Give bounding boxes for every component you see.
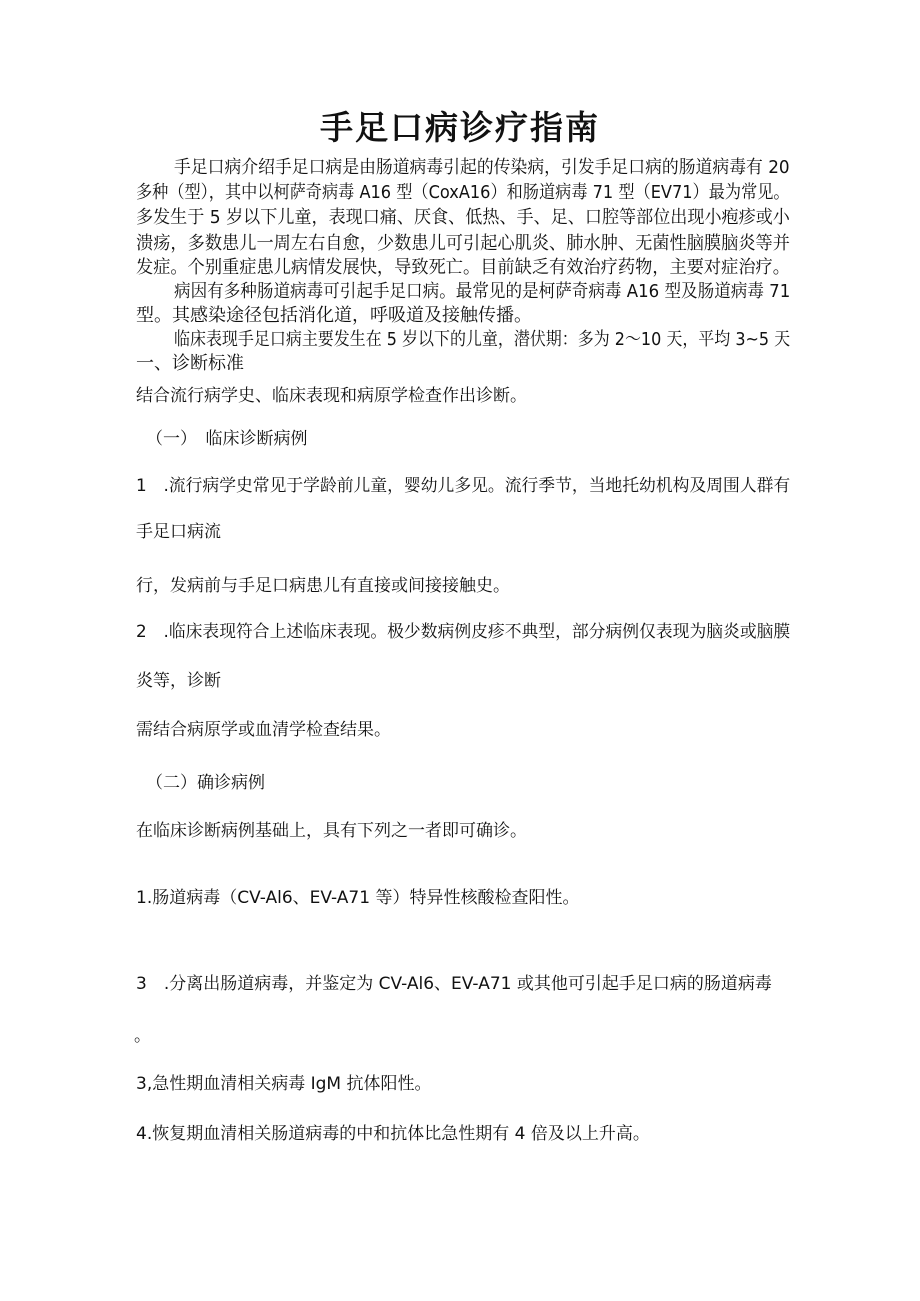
- intro-line-3: 多发生于 5 岁以下儿童，表现口痛、厌食、低热、手、足、口腔等部位出现小疱疹或小: [136, 207, 790, 228]
- confirm-item-3b: 。: [134, 1026, 151, 1046]
- sub-heading-clinical: （一） 临床诊断病例: [146, 429, 308, 449]
- cause-line-2: 型。其感染途径包括消化道，呼吸道及接触传播。: [136, 305, 532, 326]
- intro-line-5: 发症。个别重症患儿病情发展快，导致死亡。目前缺乏有效治疗药物，主要对症治疗。: [136, 257, 790, 278]
- confirm-item-4: 4.恢复期血清相关肠道病毒的中和抗体比急性期有 4 倍及以上升高。: [136, 1124, 650, 1144]
- item-2-line-2: 炎等，诊断: [136, 671, 221, 691]
- confirm-item-1: 1.肠道病毒（CV-Al6、EV-A71 等）特异性核酸检查阳性。: [136, 888, 580, 908]
- item-2-line-1: 2 .临床表现符合上述临床表现。极少数病例皮疹不典型，部分病例仅表现为脑炎或脑膜: [136, 622, 791, 642]
- item-2-line-3: 需结合病原学或血清学检查结果。: [136, 720, 391, 740]
- clinical-line: 临床表现手足口病主要发生在 5 岁以下的儿童，潜伏期：多为 2～10 天，平均 3~5 天: [174, 329, 791, 350]
- item-1-line-1: 1 .流行病学史常见于学龄前儿童，婴幼儿多见。流行季节，当地托幼机构及周围人群有: [136, 476, 791, 496]
- confirm-item-3c: 3,急性期血清相关病毒 IgM 抗体阳性。: [136, 1074, 432, 1094]
- confirm-intro: 在临床诊断病例基础上，具有下列之一者即可确诊。: [136, 821, 527, 841]
- intro-line-2: 多种（型），其中以柯萨奇病毒 A16 型（CoxA16）和肠道病毒 71 型（EV71）最为常见。: [136, 182, 790, 203]
- item-1-line-2: 手足口病流: [136, 522, 221, 542]
- cause-line-1: 病因有多种肠道病毒可引起手足口病。最常见的是柯萨奇病毒 A16 型及肠道病毒 71: [174, 281, 791, 302]
- intro-line-1: 手足口病介绍手足口病是由肠道病毒引起的传染病，引发手足口病的肠道病毒有 20: [174, 157, 790, 178]
- intro-line-4: 溃疡，多数患儿一周左右自愈，少数患儿可引起心肌炎、肺水肿、无菌性脑膜脑炎等并: [136, 233, 790, 254]
- page-title: 手足口病诊疗指南: [320, 108, 600, 147]
- item-1-line-3: 行，发病前与手足口病患儿有直接或间接接触史。: [136, 576, 510, 596]
- sub-heading-confirmed: （二）确诊病例: [146, 773, 265, 793]
- diagnosis-intro: 结合流行病学史、临床表现和病原学检查作出诊断。: [136, 386, 527, 406]
- confirm-item-3a: 3 .分离出肠道病毒，并鉴定为 CV-Al6、EV-A71 或其他可引起手足口病的肠道病毒: [136, 974, 772, 994]
- section-heading-diagnosis: 一、诊断标准: [136, 353, 244, 374]
